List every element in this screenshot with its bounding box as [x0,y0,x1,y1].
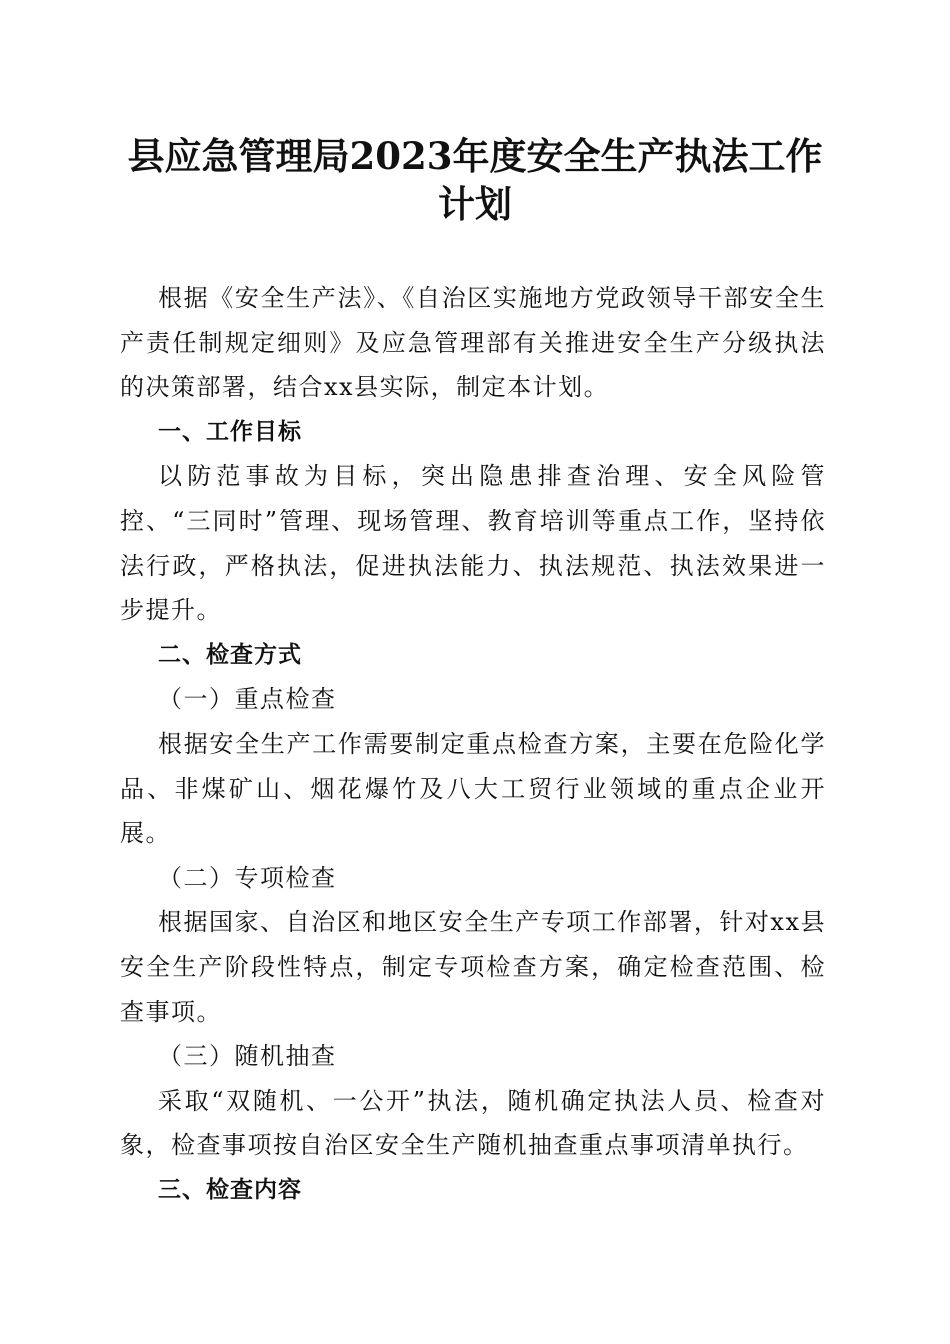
subheading-random-inspection: （三）随机抽查 [158,1042,337,1071]
random-inspection-paragraph: 采取“双随机、一公开”执法，随机确定执法人员、检查对象，检查事项按自治区安全生产随机抽查重点事项清单执行。 [120,1086,826,1160]
key-inspection-paragraph: 根据安全生产工作需要制定重点检查方案，主要在危险化学品、非煤矿山、烟花爆竹及八大工贸行业领域的重点企业开展。 [120,729,826,848]
section-heading-content: 三、检查内容 [158,1176,302,1203]
section-heading-method: 二、检查方式 [158,641,302,668]
intro-paragraph: 根据《安全生产法》、《自治区实施地方党政领导干部安全生产责任制规定细则》及应急管理部有关推进安全生产分级执法的决策部署，结合xx县实际，制定本计划。 [120,284,826,402]
special-inspection-paragraph: 根据国家、自治区和地区安全生产专项工作部署，针对xx县安全生产阶段性特点，制定专项检查方案，确定检查范围、检查事项。 [120,908,826,1026]
document-title: 县应急管理局2023年度安全生产执法工作计划 [127,134,823,226]
subheading-key-inspection: （一）重点检查 [158,685,337,714]
goal-paragraph: 以防范事故为目标，突出隐患排查治理、安全风险管控、“三同时”管理、现场管理、教育培训等重点工作，坚持依法行政，严格执法，促进执法能力、执法规范、执法效果进一步提升。 [120,462,826,625]
subheading-special-inspection: （二）专项检查 [158,863,337,892]
section-heading-goal: 一、工作目标 [158,418,302,445]
document-body [120,276,826,1212]
